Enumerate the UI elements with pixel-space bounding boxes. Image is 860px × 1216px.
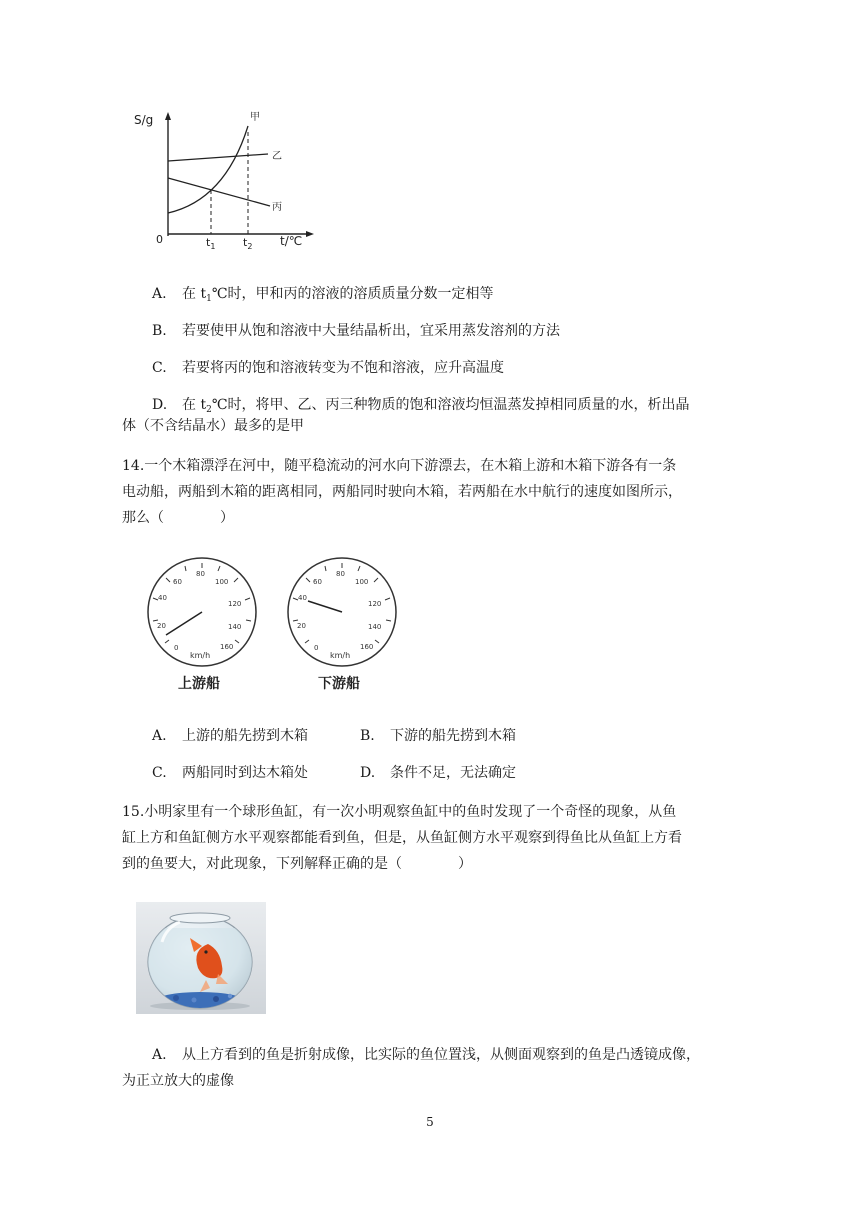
y-axis-label: S/g (134, 113, 154, 127)
fishbowl-photo (136, 902, 266, 1014)
gauge1-tick-0: 0 (174, 644, 179, 652)
curve-yi (168, 154, 268, 161)
gauge1-tick-100: 100 (215, 578, 229, 586)
gauge2-unit: km/h (330, 651, 351, 660)
q13-option-a: A. 在 $t_1℃$时，甲和丙的溶液的溶质质量分数一定相等 (152, 286, 494, 304)
q15-stem-line3: 到的鱼要大，对此现象，下列解释正确的是（ ） (122, 856, 472, 872)
q13-option-b: B. 若要使甲从饱和溶液中大量结晶析出，宜采用蒸发溶剂的方法 (152, 323, 560, 339)
gauge2-tick-100: 100 (355, 578, 369, 586)
curve-yi-label: 乙 (272, 151, 282, 162)
curve-bing-label: 丙 (272, 202, 282, 213)
q14-option-d: D. 条件不足，无法确定 (360, 765, 516, 781)
gauge2-tick-160: 160 (360, 643, 374, 651)
tick-t1: $t_1$ (206, 236, 216, 250)
gauge2-tick-20: 20 (297, 622, 306, 630)
gauge2-tick-40: 40 (298, 594, 307, 602)
q15-stem-line1: 15.小明家里有一个球形鱼缸，有一次小明观察鱼缸中的鱼时发现了一个奇怪的现象，从鱼 (122, 804, 677, 820)
speedometer-downstream (280, 556, 410, 696)
speedometer-upstream (140, 556, 270, 696)
gauge1-caption: 上游船 (178, 676, 220, 692)
gauge2-tick-60: 60 (313, 578, 322, 586)
q14-option-c: C. 两船同时到达木箱处 (152, 765, 308, 781)
tick-t2: $t_2$ (243, 236, 253, 250)
gauge1-tick-40: 40 (158, 594, 167, 602)
x-axis-label: t/℃ (280, 234, 303, 248)
gauge1-tick-160: 160 (220, 643, 234, 651)
q13-option-d: D. 在 $t_2℃$时，将甲、乙、丙三种物质的饱和溶液均恒温蒸发掉相同质量的水，析出晶 (152, 397, 690, 415)
solubility-graph (130, 108, 320, 250)
gauge1-tick-20: 20 (157, 622, 166, 630)
page-number: 5 (426, 1115, 434, 1129)
gauge2-tick-0: 0 (314, 644, 319, 652)
q14-option-a: A. 上游的船先捞到木箱 (152, 728, 308, 744)
gauge2-tick-140: 140 (368, 623, 382, 631)
q14-stem-line3: 那么（ ） (122, 510, 234, 526)
gauge1-unit: km/h (190, 651, 211, 660)
gauge1-tick-60: 60 (173, 578, 182, 586)
q15-option-a-line2: 为正立放大的虚像 (122, 1073, 234, 1089)
q15-option-a: A. 从上方看到的鱼是折射成像，比实际的鱼位置浅，从侧面观察到的鱼是凸透镜成像， (152, 1047, 700, 1063)
q13-option-c: C. 若要将丙的饱和溶液转变为不饱和溶液，应升高温度 (152, 360, 504, 376)
gauge1-tick-120: 120 (228, 600, 242, 608)
gauge2-caption: 下游船 (318, 676, 360, 692)
q13-option-d-line2: 体（不含结晶水）最多的是甲 (122, 418, 304, 434)
gauge2-tick-120: 120 (368, 600, 382, 608)
curve-jia-label: 甲 (250, 112, 260, 123)
gauge1-tick-140: 140 (228, 623, 242, 631)
curve-jia (168, 126, 248, 213)
q14-stem-line2: 电动船，两船到木箱的距离相同，两船同时驶向木箱，若两船在水中航行的速度如图所示， (122, 484, 682, 500)
origin-label: 0 (156, 233, 163, 246)
gauge1-tick-80: 80 (196, 570, 205, 578)
q14-option-b: B. 下游的船先捞到木箱 (360, 728, 516, 744)
q14-stem-line1: 14.一个木箱漂浮在河中，随平稳流动的河水向下游漂去，在木箱上游和木箱下游各有一条 (122, 458, 677, 474)
gauge2-tick-80: 80 (336, 570, 345, 578)
q15-stem-line2: 缸上方和鱼缸侧方水平观察都能看到鱼，但是，从鱼缸侧方水平观察到得鱼比从鱼缸上方看 (122, 830, 682, 846)
